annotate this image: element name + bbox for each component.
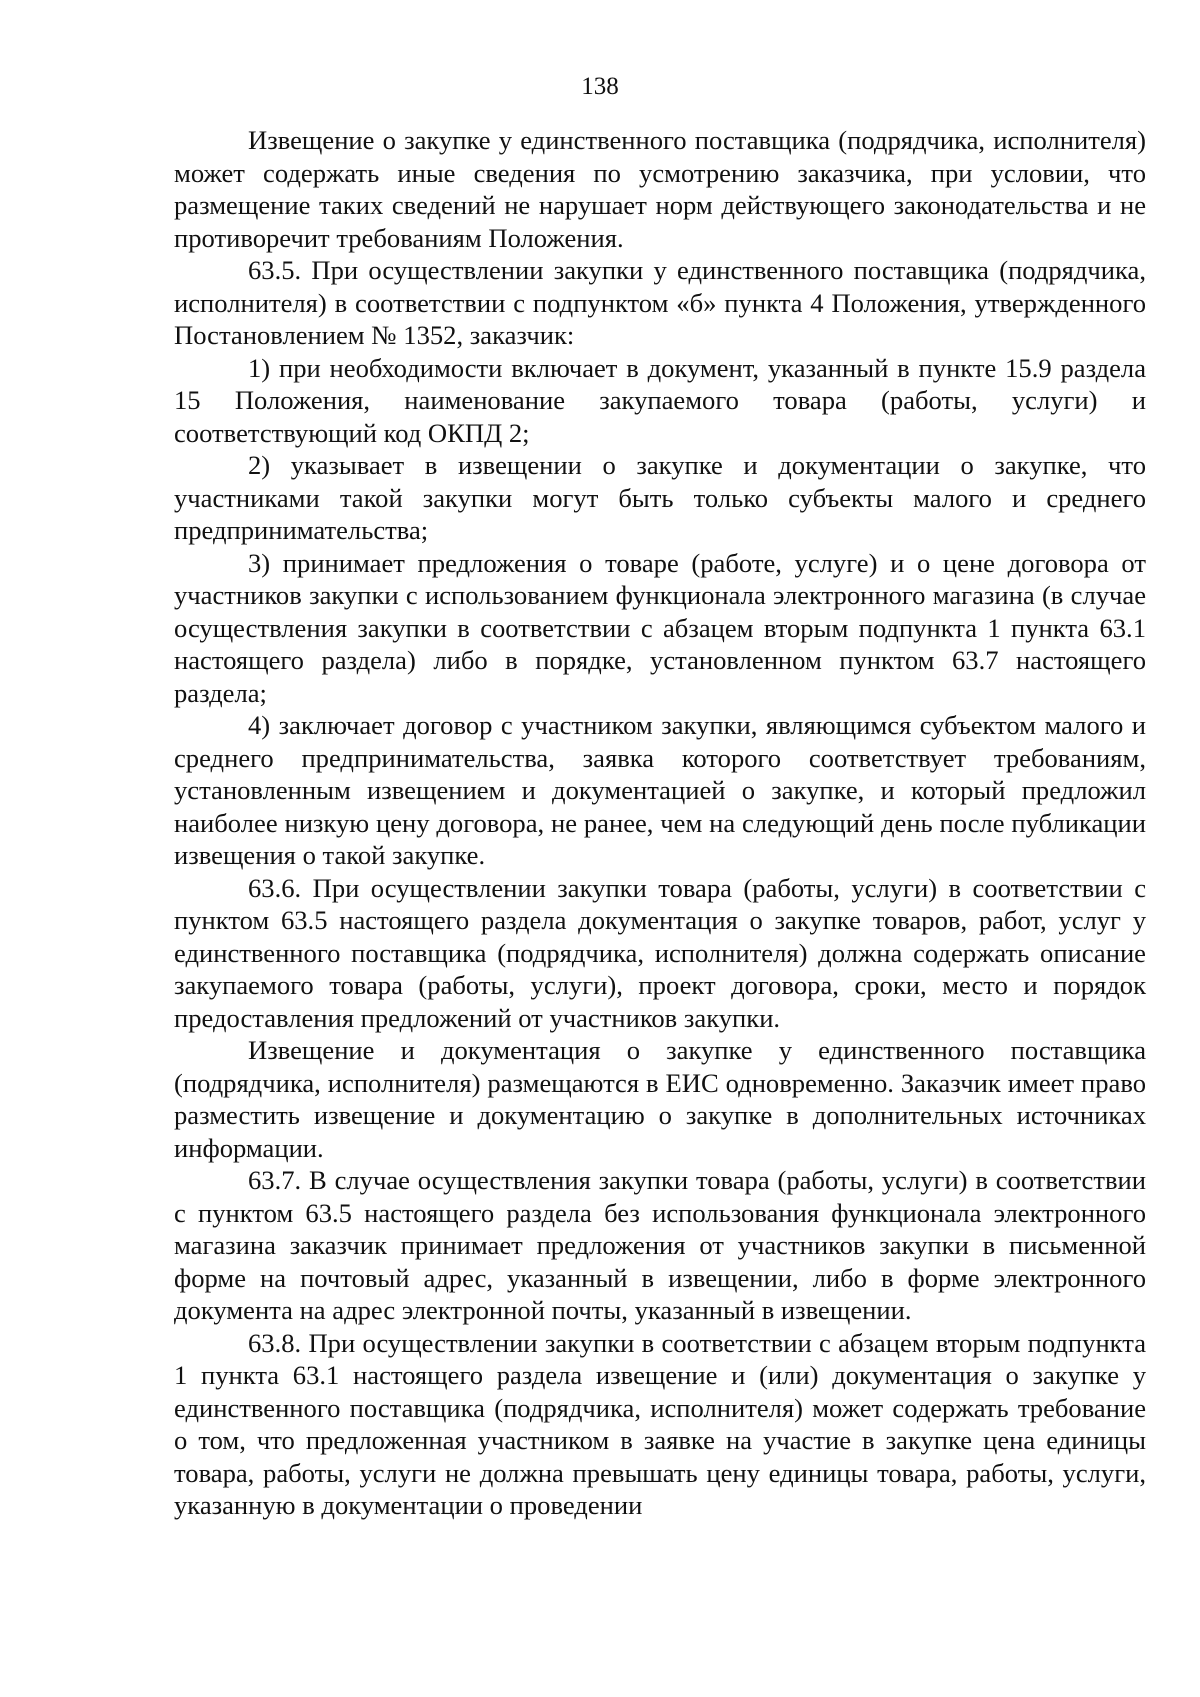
paragraph-notice-placement: Извещение и документация о закупке у единственного поставщика (подрядчика, исполнителя) размещаются в ЕИС одновременно. Заказчик имеет право разместить извещение и документацию о закупке в дополнительных источниках информации. [174, 1035, 1146, 1163]
list-item-1: 1) при необходимости включает в документ, указанный в пункте 15.9 раздела 15 Положения, наименование закупаемого товара (работы, услуги) и соответствующий код ОКПД 2; [174, 352, 1146, 448]
paragraph-63-5: 63.5. При осуществлении закупки у единственного поставщика (подрядчика, исполнителя) в соответствии с подпунктом «б» пункта 4 Положения, утвержденного Постановлением № 1352, заказчик: [174, 255, 1146, 350]
paragraph-notice-other-info: Извещение о закупке у единственного поставщика (подрядчика, исполнителя) может содержать иные сведения по усмотрению заказчика, при условии, что размещение таких сведений не нарушает норм действующего законодательства и не противоречит требованиям Положения. [174, 125, 1146, 253]
paragraph-63-7: 63.7. В случае осуществления закупки товара (работы, услуги) в соответствии с пунктом 63.5 настоящего раздела без использования функционала электронного магазина заказчик принимает предложения от участников закупки в письменной форме на почтовый адрес, указанный в извещении, либо в форме электронного документа на адрес электронной почты, указанный в извещении. [174, 1165, 1146, 1325]
document-body [174, 124, 1146, 1522]
list-item-3: 3) принимает предложения о товаре (работе, услуге) и о цене договора от участников закупки с использованием функционала электронного магазина (в случае осуществления закупки в соответствии с абзацем вторым подпункта 1 пункта 63.1 настоящего раздела) либо в порядке, установленном пунктом 63.7 настоящего раздела; [174, 547, 1146, 708]
paragraph-63-8: 63.8. При осуществлении закупки в соответствии с абзацем вторым подпункта 1 пункта 63.1 настоящего раздела извещение и (или) документация о закупке у единственного поставщика (подрядчика, исполнителя) может содержать требование о том, что предложенная участником в заявке на участие в закупке цена единицы товара, работы, услуги не должна превышать цену единицы товара, работы, услуги, указанную в документации о проведении [174, 1327, 1146, 1520]
list-item-2: 2) указывает в извещении о закупке и документации о закупке, что участниками такой закупки могут быть только субъекты малого и среднего предпринимательства; [174, 450, 1146, 545]
list-item-4: 4) заключает договор с участником закупки, являющимся субъектом малого и среднего предпринимательства, заявка которого соответствует требованиям, установленным извещением и документацией о закупке, и который предложил наиболее низкую цену договора, не ранее, чем на следующий день после публикации извещения о такой закупке. [174, 710, 1146, 870]
paragraph-63-6: 63.6. При осуществлении закупки товара (работы, услуги) в соответствии с пунктом 63.5 настоящего раздела документация о закупке товаров, работ, услуг у единственного поставщика (подрядчика, исполнителя) должна содержать описание закупаемого товара (работы, услуги), проект договора, сроки, место и порядок предоставления предложений от участников закупки. [174, 872, 1146, 1033]
page-number: 138 [581, 73, 619, 100]
